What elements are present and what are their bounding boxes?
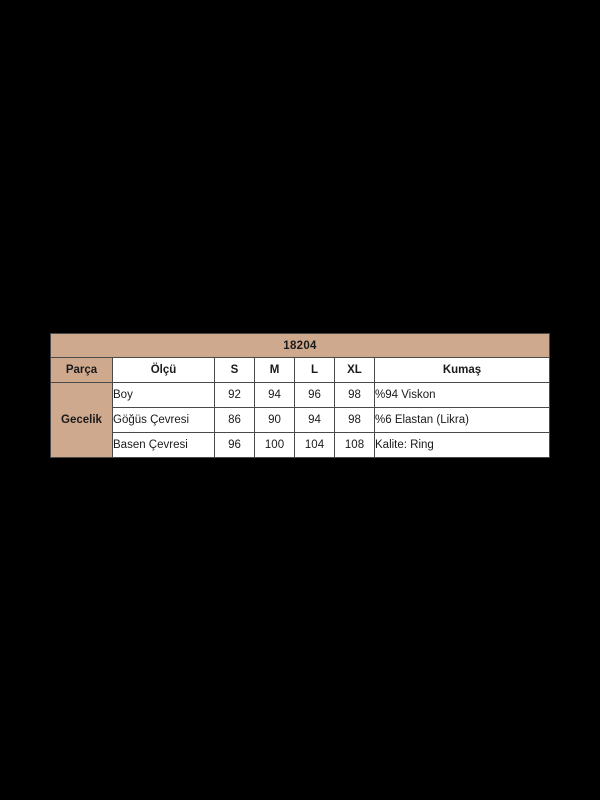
measure-value-m: 94: [255, 383, 295, 408]
fabric-info: %6 Elastan (Likra): [375, 408, 550, 433]
table-header-row: [51, 358, 550, 383]
fabric-info: %94 Viskon: [375, 383, 550, 408]
table-row: [51, 408, 550, 433]
table-row: [51, 383, 550, 408]
size-table: [50, 333, 550, 458]
product-code: 18204: [51, 334, 550, 358]
measure-value-s: 92: [215, 383, 255, 408]
measure-value-l: 94: [295, 408, 335, 433]
header-size-m: M: [255, 358, 295, 383]
measure-value-m: 100: [255, 433, 295, 458]
measure-value-s: 86: [215, 408, 255, 433]
measure-value-s: 96: [215, 433, 255, 458]
table-title-row: [51, 334, 550, 358]
measure-value-m: 90: [255, 408, 295, 433]
measure-value-xl: 108: [335, 433, 375, 458]
header-size-l: L: [295, 358, 335, 383]
measure-value-l: 96: [295, 383, 335, 408]
measure-name: Basen Çevresi: [113, 433, 215, 458]
fabric-info: Kalite: Ring: [375, 433, 550, 458]
measure-name: Göğüs Çevresi: [113, 408, 215, 433]
measure-name: Boy: [113, 383, 215, 408]
header-measure: Ölçü: [113, 358, 215, 383]
measure-value-xl: 98: [335, 408, 375, 433]
measure-value-xl: 98: [335, 383, 375, 408]
header-fabric: Kumaş: [375, 358, 550, 383]
header-size-xl: XL: [335, 358, 375, 383]
part-label: Gecelik: [51, 383, 113, 458]
table-row: [51, 433, 550, 458]
header-size-s: S: [215, 358, 255, 383]
size-chart: [48, 331, 552, 460]
header-part: Parça: [51, 358, 113, 383]
measure-value-l: 104: [295, 433, 335, 458]
